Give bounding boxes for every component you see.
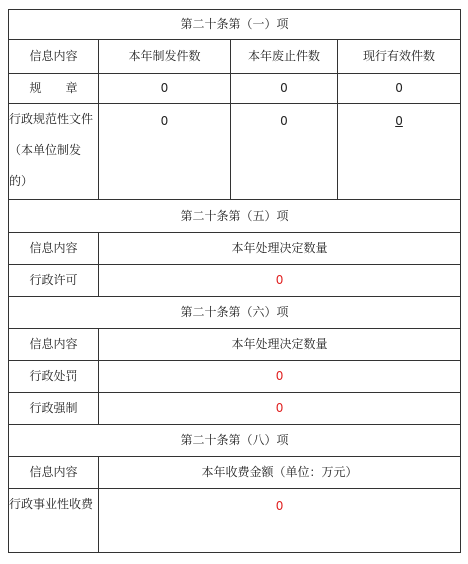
section-1-title-row (9, 10, 461, 40)
admin-fees-value: 0 (99, 489, 461, 553)
table-row (9, 361, 461, 393)
section-5-title: 第二十条第（五）项 (9, 200, 461, 233)
section-5-header-row (9, 233, 461, 265)
section-6-header-row (9, 329, 461, 361)
section-8-header-left: 信息内容 (9, 457, 99, 489)
row-label-normative-docs: 行政规范性文件（本单位制发的） (9, 104, 99, 200)
regulations-repealed: 0 (231, 74, 338, 104)
section-8-header-right: 本年收费金额（单位：万元） (99, 457, 461, 489)
row-label-admin-enforcement: 行政强制 (9, 393, 99, 425)
table-row (9, 393, 461, 425)
header-issued-count: 本年制发件数 (99, 40, 231, 74)
section-8-title: 第二十条第（八）项 (9, 425, 461, 457)
section-1-header-row (9, 40, 461, 74)
header-repealed-count: 本年废止件数 (231, 40, 338, 74)
section-6-header-left: 信息内容 (9, 329, 99, 361)
table-row (9, 104, 461, 200)
admin-penalty-value: 0 (99, 361, 461, 393)
section-6-title: 第二十条第（六）项 (9, 297, 461, 329)
row-label-admin-fees: 行政事业性收费 (9, 489, 99, 553)
section-8-title-row (9, 425, 461, 457)
row-label-regulations: 规 章 (9, 74, 99, 104)
normative-docs-valid-cell (338, 104, 461, 200)
section-6-title-row (9, 297, 461, 329)
section-5-header-left: 信息内容 (9, 233, 99, 265)
section-6-header-right: 本年处理决定数量 (99, 329, 461, 361)
table-row (9, 489, 461, 553)
regulations-valid: 0 (338, 74, 461, 104)
table-row (9, 74, 461, 104)
header-info-content: 信息内容 (9, 40, 99, 74)
disclosure-table (8, 9, 461, 553)
row-label-admin-license: 行政许可 (9, 265, 99, 297)
section-8-header-row (9, 457, 461, 489)
section-5-header-right: 本年处理决定数量 (99, 233, 461, 265)
table-row (9, 265, 461, 297)
admin-enforcement-value: 0 (99, 393, 461, 425)
header-valid-count: 现行有效件数 (338, 40, 461, 74)
regulations-issued: 0 (99, 74, 231, 104)
normative-docs-valid: 0 (395, 114, 403, 128)
section-5-title-row (9, 200, 461, 233)
normative-docs-issued: 0 (99, 104, 231, 200)
normative-docs-repealed: 0 (231, 104, 338, 200)
admin-license-value: 0 (99, 265, 461, 297)
row-label-admin-penalty: 行政处罚 (9, 361, 99, 393)
section-1-title: 第二十条第（一）项 (9, 10, 461, 40)
